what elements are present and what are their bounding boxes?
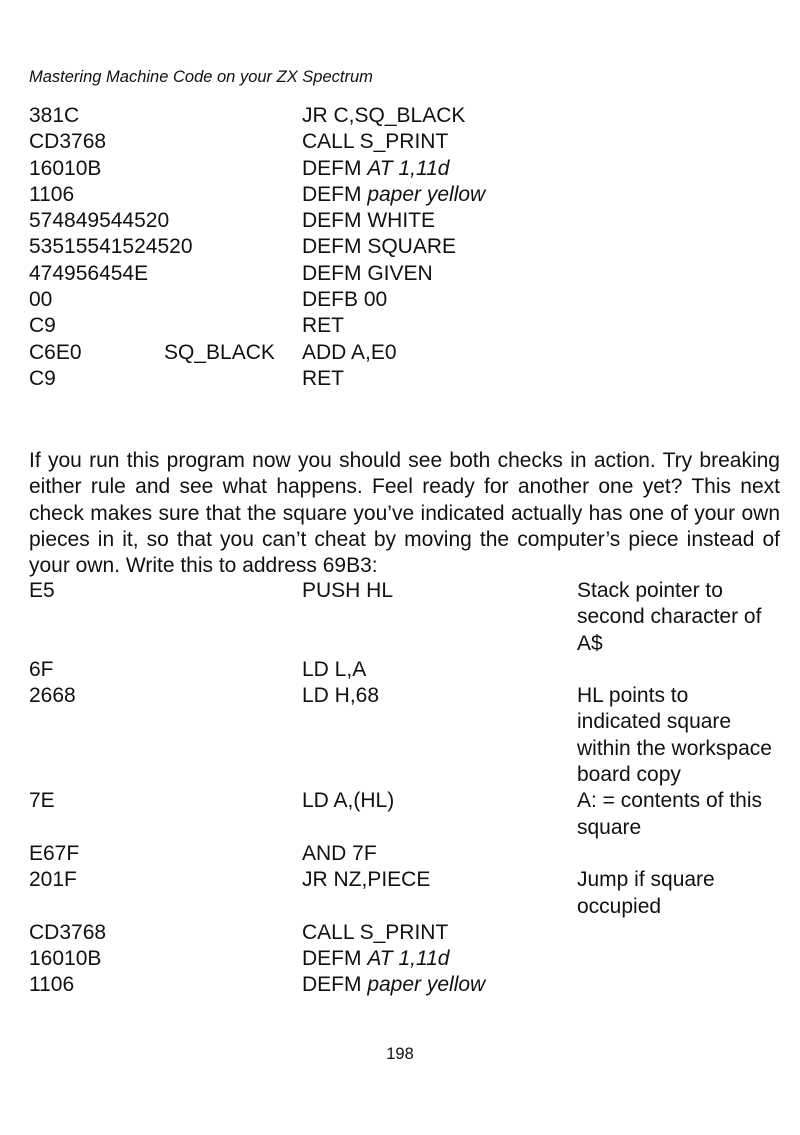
instruction bbox=[302, 340, 397, 366]
instruction bbox=[302, 129, 448, 155]
instruction bbox=[302, 788, 577, 814]
listing1-row bbox=[29, 340, 779, 366]
mnemonic: RET bbox=[302, 314, 344, 338]
listing1-row bbox=[29, 261, 779, 287]
listing2-row bbox=[29, 683, 779, 788]
hex-code: 16010B bbox=[29, 156, 102, 180]
instruction bbox=[302, 867, 577, 893]
mnemonic: LD L,A bbox=[302, 657, 367, 681]
hex-code: 474956454E bbox=[29, 261, 149, 285]
mnemonic: DEFM SQUARE bbox=[302, 235, 457, 259]
mnemonic: JR NZ,PIECE bbox=[302, 868, 431, 892]
hex-code: 381C bbox=[29, 104, 80, 127]
hex-code: 2668 bbox=[29, 684, 76, 708]
hex-code: C9 bbox=[29, 314, 56, 338]
instruction bbox=[302, 234, 456, 260]
hex-code: CD3768 bbox=[29, 920, 107, 944]
operand: AT 1,11d bbox=[367, 156, 450, 180]
mnemonic: CALL S_PRINT bbox=[302, 920, 449, 944]
comment: HL points to indicated square within the workspace board copy bbox=[577, 684, 772, 787]
hex-code: 53515541524520 bbox=[29, 235, 193, 259]
operand: paper yellow bbox=[367, 182, 486, 206]
hex-code: 1106 bbox=[29, 182, 75, 206]
instruction bbox=[302, 920, 577, 946]
instruction bbox=[302, 683, 577, 709]
mnemonic: ADD A,E0 bbox=[302, 340, 397, 364]
listing1-row bbox=[29, 103, 779, 129]
asm-label: SQ_BLACK bbox=[164, 340, 275, 364]
instruction bbox=[302, 182, 485, 208]
instruction bbox=[302, 657, 577, 683]
listing1-row bbox=[29, 366, 779, 392]
instruction bbox=[302, 261, 433, 287]
listing2-row bbox=[29, 841, 779, 867]
listing1-row bbox=[29, 182, 779, 208]
hex-code: 6F bbox=[29, 657, 54, 681]
instruction bbox=[302, 972, 577, 998]
instruction bbox=[302, 156, 449, 182]
mnemonic: LD A,(HL) bbox=[302, 789, 395, 813]
listing2-row bbox=[29, 946, 779, 972]
mnemonic: RET bbox=[302, 366, 344, 390]
hex-code: 201F bbox=[29, 868, 77, 892]
hex-code: C9 bbox=[29, 366, 56, 390]
instruction bbox=[302, 313, 344, 339]
hex-code: 574849544520 bbox=[29, 209, 170, 233]
mnemonic: PUSH HL bbox=[302, 579, 394, 602]
listing1-row bbox=[29, 234, 779, 260]
mnemonic: AND 7F bbox=[302, 841, 377, 865]
hex-code: 1106 bbox=[29, 973, 75, 997]
instruction bbox=[302, 841, 577, 867]
mnemonic: DEFB 00 bbox=[302, 288, 388, 312]
mnemonic: JR C,SQ_BLACK bbox=[302, 104, 466, 127]
mnemonic: LD H,68 bbox=[302, 684, 380, 708]
operand: paper yellow bbox=[367, 973, 486, 997]
hex-code: E67F bbox=[29, 841, 80, 865]
hex-code: 7E bbox=[29, 789, 55, 813]
instruction bbox=[302, 208, 435, 234]
instruction bbox=[302, 103, 465, 129]
instruction bbox=[302, 578, 577, 604]
mnemonic: DEFM WHITE bbox=[302, 209, 435, 233]
code-listing-1 bbox=[29, 103, 779, 392]
comment: A: = contents of this square bbox=[577, 789, 763, 839]
listing2-row bbox=[29, 578, 779, 657]
listing1-row bbox=[29, 313, 779, 339]
instruction bbox=[302, 287, 387, 313]
hex-code: C6E0 bbox=[29, 340, 82, 364]
code-listing-2 bbox=[29, 578, 779, 999]
listing2-row bbox=[29, 972, 779, 998]
instruction bbox=[302, 366, 344, 392]
comment: Jump if square occupied bbox=[577, 868, 715, 918]
hex-code: CD3768 bbox=[29, 130, 107, 154]
hex-code: E5 bbox=[29, 579, 55, 602]
comment: Stack pointer to second character of A$ bbox=[577, 579, 762, 655]
listing2-row bbox=[29, 920, 779, 946]
listing1-row bbox=[29, 156, 779, 182]
listing2-row bbox=[29, 788, 779, 841]
mnemonic: DEFM bbox=[302, 947, 368, 971]
listing1-row bbox=[29, 129, 779, 155]
mnemonic: DEFM bbox=[302, 973, 368, 997]
mnemonic: DEFM GIVEN bbox=[302, 261, 433, 285]
operand: AT 1,11d bbox=[367, 947, 450, 971]
running-header: Mastering Machine Code on your ZX Spectrum bbox=[29, 68, 373, 86]
hex-code: 00 bbox=[29, 288, 53, 312]
mnemonic: DEFM bbox=[302, 182, 368, 206]
page-number: 198 bbox=[386, 1045, 414, 1063]
mnemonic: CALL S_PRINT bbox=[302, 130, 449, 154]
body-paragraph: If you run this program now you should see both checks in action. Try breaking either rule and see what happens. Feel ready for another one yet? This next check makes sure that the square you’ve indicated actually has one of your own pieces in it, so that you can’t cheat by moving the computer’s piece instead of your own. Write this to address 69B3: bbox=[29, 449, 780, 578]
listing1-row bbox=[29, 287, 779, 313]
mnemonic: DEFM bbox=[302, 156, 368, 180]
listing1-row bbox=[29, 208, 779, 234]
instruction bbox=[302, 946, 577, 972]
hex-code: 16010B bbox=[29, 947, 102, 971]
listing2-row bbox=[29, 867, 779, 920]
listing2-row bbox=[29, 657, 779, 683]
